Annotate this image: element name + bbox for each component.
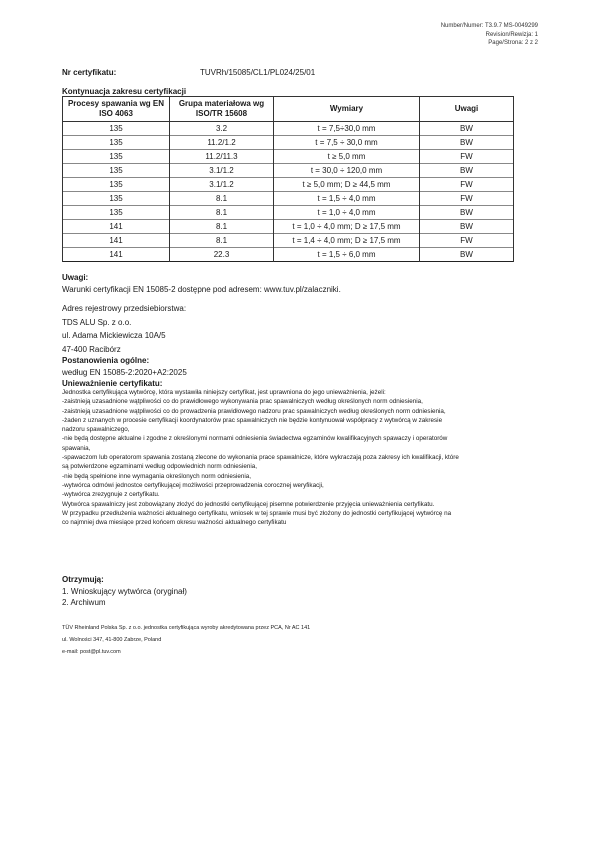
process-cell: 135: [63, 206, 170, 220]
certificate-number-label: Nr certyfikatu:: [62, 68, 117, 77]
process-cell: 135: [63, 178, 170, 192]
header-remarks: Uwagi: [420, 97, 514, 122]
remarks-section: [62, 272, 341, 295]
process-cell: 141: [63, 220, 170, 234]
certificate-number-value: TUVRh/15085/CL1/PL024/25/01: [200, 68, 316, 77]
header-welding-process: Procesy spawania wg EN ISO 4063: [63, 97, 170, 122]
table-header-row: [63, 97, 514, 122]
address-city: 47-400 Racibórz: [62, 344, 121, 354]
table-row: [63, 178, 514, 192]
recipient-item: 1. Wnioskujący wytwórca (oryginał): [62, 586, 187, 596]
invalidation-line: -nie będą dostępne aktualne i zgodne z określonymi normami odniesienia świadectwa egzaminów kwalifikacyjnych spawaczy i operatorów: [62, 435, 448, 443]
material-cell: 3.2: [170, 122, 274, 136]
process-cell: 141: [63, 248, 170, 262]
header-material-group: Grupa materiałowa wg ISO/TR 15608: [170, 97, 274, 122]
invalidation-line: -nie będą spełnione inne wymagania określonych norm odniesienia,: [62, 472, 252, 480]
footer-address: ul. Wolności 347, 41-800 Zabrze, Poland: [62, 637, 162, 643]
address-label: Adres rejestrowy przedsiebiorstwa:: [62, 304, 187, 313]
table-row: [63, 220, 514, 234]
dimensions-cell: t = 1,0 ÷ 4,0 mm; D ≥ 17,5 mm: [274, 220, 420, 234]
invalidation-line: -zaistnieją uzasadnione wątpliwości co do prowadzenia prawidłowego nadzoru prac spawalniczych według określonych norm odniesienia,: [62, 407, 446, 415]
remarks-cell: BW: [420, 248, 514, 262]
general-provisions-text: według EN 15085-2:2020+A2:2025: [62, 367, 187, 377]
footer-email: e-mail: post@pl.tuv.com: [62, 649, 121, 655]
dimensions-cell: t = 7,5 ÷ 30,0 mm: [274, 136, 420, 150]
table-row: [63, 136, 514, 150]
process-cell: 135: [63, 192, 170, 206]
invalidation-text: [62, 388, 459, 527]
document-revision: Revision/Rewizja: 1: [485, 31, 538, 38]
process-cell: 135: [63, 150, 170, 164]
process-cell: 135: [63, 136, 170, 150]
invalidation-title: Unieważnienie certyfikatu:: [62, 379, 163, 388]
remarks-cell: FW: [420, 150, 514, 164]
remarks-cell: BW: [420, 122, 514, 136]
remarks-cell: FW: [420, 178, 514, 192]
table-row: [63, 164, 514, 178]
footer: [62, 624, 310, 656]
process-cell: 135: [63, 122, 170, 136]
invalidation-line: są potwierdzone egzaminami według odpowiednich norm odniesienia,: [62, 463, 257, 471]
address-section: [62, 303, 187, 390]
invalidation-line: Wytwórca spawalniczy jest zobowiązany złożyć do jednostki certyfikującej pisemne potwierdzenie przyjęcia unieważnienia certyfikatu.: [62, 500, 435, 508]
invalidation-line: -wytwórca zrezygnuje z certyfikatu.: [62, 491, 160, 499]
document-number: Number/Numer: T3.9.7 MS-0049299: [440, 23, 538, 29]
material-cell: 22.3: [170, 248, 274, 262]
address-company: TDS ALU Sp. z o.o.: [62, 317, 132, 327]
scope-title: Kontynuacja zakresu certyfikacji: [62, 87, 187, 96]
invalidation-line: W przypadku przedłużenia ważności aktualnego certyfikatu, wniosek w tej sprawie musi być złożony do jednostki certyfikującej wytwórcę na: [62, 509, 452, 517]
invalidation-line: spawania,: [62, 444, 91, 452]
remarks-cell: FW: [420, 234, 514, 248]
material-cell: 3.1/1.2: [170, 164, 274, 178]
table-row: [63, 206, 514, 220]
material-cell: 8.1: [170, 220, 274, 234]
recipients-section: [62, 574, 187, 609]
recipients-title: Otrzymują:: [62, 575, 104, 584]
table-row: [63, 234, 514, 248]
dimensions-cell: t = 1,5 ÷ 4,0 mm: [274, 192, 420, 206]
document-page: Page/Strona: 2 z 2: [488, 40, 538, 46]
address-street: ul. Adama Mickiewicza 10A/5: [62, 331, 166, 340]
material-cell: 8.1: [170, 192, 274, 206]
remarks-text: Warunki certyfikacji EN 15085-2 dostępne pod adresem: www.tuv.pl/zalaczniki.: [62, 284, 341, 294]
invalidation-line: nadzoru spawalniczego,: [62, 426, 130, 434]
invalidation-line: -żaden z uznanych w procesie certyfikacji koordynatorów prac spawalniczych nie będzie kontynuował współpracy z wytwórcą w zakresie: [62, 416, 443, 424]
material-cell: 11.2/1.2: [170, 136, 274, 150]
invalidation-line: -spawaczom lub operatorom spawania zostaną zlecone do wykonania prace spawalnicze, które wykraczają poza zakresy ich kwalifikacji, które: [62, 454, 459, 462]
material-cell: 3.1/1.2: [170, 178, 274, 192]
footer-company: TÜV Rheinland Polska Sp. z o.o. jednostka certyfikująca wyroby akredytowana przez PCA, Nr AC 141: [62, 625, 311, 631]
material-cell: 11.2/11.3: [170, 150, 274, 164]
table-row: [63, 150, 514, 164]
table-row: [63, 122, 514, 136]
invalidation-line: Jednostka certyfikująca wytwórcę, która wystawiła niniejszy certyfikat, jest uprawniona do jego unieważnienia, jeżeli:: [62, 389, 386, 396]
remarks-title: Uwagi:: [62, 273, 89, 282]
process-cell: 141: [63, 234, 170, 248]
recipient-item: 2. Archiwum: [62, 598, 106, 607]
dimensions-cell: t = 30,0 ÷ 120,0 mm: [274, 164, 420, 178]
document-header-meta: [441, 22, 538, 48]
dimensions-cell: t ≥ 5,0 mm; D ≥ 44,5 mm: [274, 178, 420, 192]
material-cell: 8.1: [170, 206, 274, 220]
header-dimensions: Wymiary: [274, 97, 420, 122]
invalidation-line: -wytwórca odmówi jednostce certyfikującej możliwości przeprowadzenia corocznej weryfikacji,: [62, 481, 324, 489]
dimensions-cell: t = 7,5÷30,0 mm: [274, 122, 420, 136]
dimensions-cell: t = 1,0 ÷ 4,0 mm: [274, 206, 420, 220]
material-cell: 8.1: [170, 234, 274, 248]
table-row: [63, 192, 514, 206]
process-cell: 135: [63, 164, 170, 178]
certificate-number-line: [62, 68, 315, 77]
invalidation-line: -zaistnieją uzasadnione wątpliwości co do prawidłowego wykonywania prac spawalniczych według określonych norm odniesienia,: [62, 398, 423, 406]
dimensions-cell: t = 1,4 ÷ 4,0 mm; D ≥ 17,5 mm: [274, 234, 420, 248]
invalidation-line: co najmniej dwa miesiące przed końcem okresu ważności aktualnego certyfikatu: [62, 519, 287, 527]
dimensions-cell: t = 1,5 ÷ 6,0 mm: [274, 248, 420, 262]
remarks-cell: FW: [420, 192, 514, 206]
general-provisions-title: Postanowienia ogólne:: [62, 356, 150, 365]
remarks-cell: BW: [420, 220, 514, 234]
scope-table: [62, 96, 514, 262]
remarks-cell: BW: [420, 164, 514, 178]
dimensions-cell: t ≥ 5,0 mm: [274, 150, 420, 164]
remarks-cell: BW: [420, 136, 514, 150]
table-row: [63, 248, 514, 262]
remarks-cell: BW: [420, 206, 514, 220]
